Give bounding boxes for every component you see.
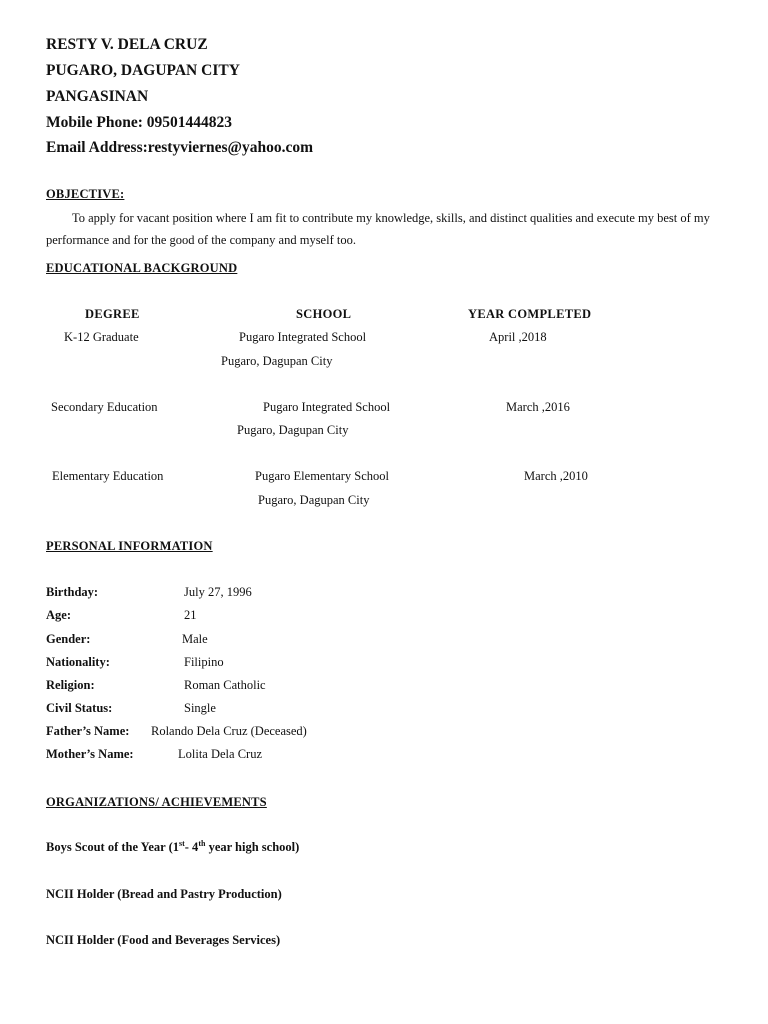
objective-heading: OBJECTIVE: — [46, 187, 125, 201]
personal-info-heading: PERSONAL INFORMATION — [46, 539, 213, 553]
religion-label: Religion: — [46, 678, 95, 692]
achievement-text: - 4 — [184, 840, 199, 854]
achievement-item: NCII Holder (Food and Beverages Services) — [46, 933, 281, 947]
civil-status-value: Single — [184, 701, 216, 715]
column-header-degree: DEGREE — [85, 307, 140, 321]
education-degree: Secondary Education — [51, 400, 158, 414]
column-header-school: SCHOOL — [296, 307, 352, 321]
mothers-name-value: Lolita Dela Cruz — [178, 747, 262, 761]
education-location: Pugaro, Dagupan City — [237, 423, 349, 437]
education-school: Pugaro Elementary School — [255, 469, 389, 483]
education-degree: K-12 Graduate — [64, 330, 139, 344]
birthday-label: Birthday: — [46, 585, 99, 599]
civil-status-label: Civil Status: — [46, 701, 113, 715]
education-year: April ,2018 — [489, 330, 547, 344]
achievement-text: year high school) — [205, 840, 300, 854]
age-label: Age: — [46, 608, 71, 622]
ordinal-suffix: th — [198, 838, 206, 848]
education-location: Pugaro, Dagupan City — [221, 354, 333, 368]
education-year: March ,2010 — [524, 469, 588, 483]
email-address: Email Address:restyviernes@yahoo.com — [46, 139, 313, 156]
nationality-label: Nationality: — [46, 655, 110, 669]
achievement-item: NCII Holder (Bread and Pastry Production) — [46, 887, 282, 901]
education-year: March ,2016 — [506, 400, 570, 414]
column-header-year: YEAR COMPLETED — [468, 307, 592, 321]
fathers-name-label: Father’s Name: — [46, 724, 130, 738]
mobile-phone: Mobile Phone: 09501444823 — [46, 114, 232, 131]
nationality-value: Filipino — [184, 655, 224, 669]
organizations-heading: ORGANIZATIONS/ ACHIEVEMENTS — [46, 795, 267, 809]
gender-label: Gender: — [46, 632, 91, 646]
gender-value: Male — [182, 632, 208, 646]
objective-text: To apply for vacant position where I am fit to contribute my knowledge, skills, and distinct qualities and execute my best of my performance and for the good of the company and myself too. — [46, 211, 710, 247]
education-school: Pugaro Integrated School — [263, 400, 391, 414]
education-school: Pugaro Integrated School — [239, 330, 367, 344]
applicant-name: RESTY V. DELA CRUZ — [46, 36, 208, 53]
achievement-item — [46, 840, 299, 855]
education-heading: EDUCATIONAL BACKGROUND — [46, 261, 238, 275]
education-degree: Elementary Education — [52, 469, 164, 483]
fathers-name-value: Rolando Dela Cruz (Deceased) — [151, 724, 307, 738]
achievement-text: Boys Scout of the Year (1 — [46, 840, 179, 854]
mothers-name-label: Mother’s Name: — [46, 747, 134, 761]
address-line-2: PANGASINAN — [46, 88, 149, 105]
address-line-1: PUGARO, DAGUPAN CITY — [46, 62, 240, 79]
age-value: 21 — [184, 608, 197, 622]
education-location: Pugaro, Dagupan City — [258, 493, 370, 507]
birthday-value: July 27, 1996 — [184, 585, 252, 599]
ordinal-suffix: st — [178, 838, 185, 848]
religion-value: Roman Catholic — [184, 678, 266, 692]
